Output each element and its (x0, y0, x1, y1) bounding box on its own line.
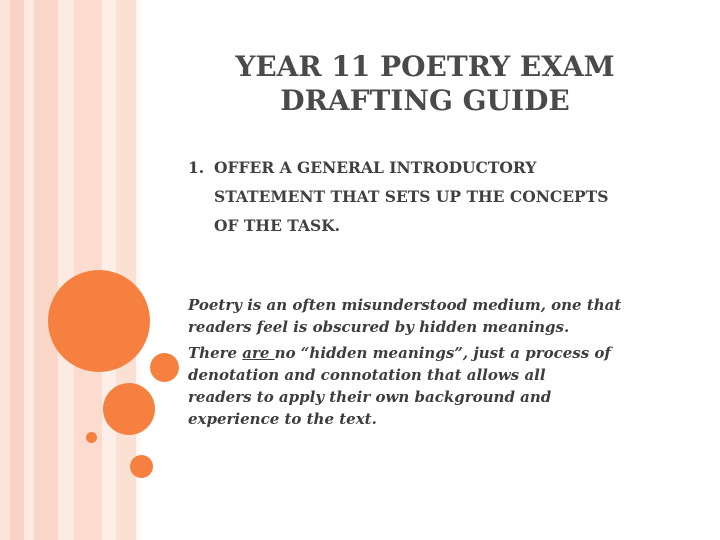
decorative-circle-medium (103, 383, 155, 435)
text-line: readers feel is obscured by hidden meanings. (188, 318, 570, 336)
list-line: OFFER A GENERAL INTRODUCTORY (214, 158, 537, 177)
text-segment: no “hidden meanings”, just a process of (274, 344, 611, 362)
paragraph (188, 342, 678, 430)
list-item-text (214, 153, 608, 240)
text-line: experience to the text. (188, 410, 377, 428)
stripe (0, 0, 10, 540)
text-segment: There (188, 344, 243, 362)
stripe (34, 0, 58, 540)
stripe (24, 0, 34, 540)
stripe (58, 0, 74, 540)
list-number: 1. (188, 158, 205, 177)
numbered-list-item (188, 153, 668, 240)
text-line: Poetry is an often misunderstood medium, one that (188, 296, 622, 314)
list-line: STATEMENT THAT SETS UP THE CONCEPTS (214, 187, 609, 206)
decorative-circle-small (150, 353, 179, 382)
decorative-circle-tiny (86, 432, 97, 443)
underlined-word: are (242, 344, 275, 362)
title-line: YEAR 11 POETRY EXAM (235, 50, 615, 83)
text-line: denotation and connotation that allows all (188, 366, 546, 384)
slide-title (170, 50, 680, 118)
text-line: readers to apply their own background and (188, 388, 552, 406)
body-text (188, 294, 678, 434)
paragraph (188, 294, 678, 338)
title-line: DRAFTING GUIDE (280, 84, 570, 117)
stripe (10, 0, 24, 540)
decorative-stripes (0, 0, 140, 540)
decorative-circle-small (130, 455, 153, 478)
text-line (188, 342, 678, 364)
decorative-circle-large (48, 270, 150, 372)
list-line: OF THE TASK. (214, 216, 341, 235)
